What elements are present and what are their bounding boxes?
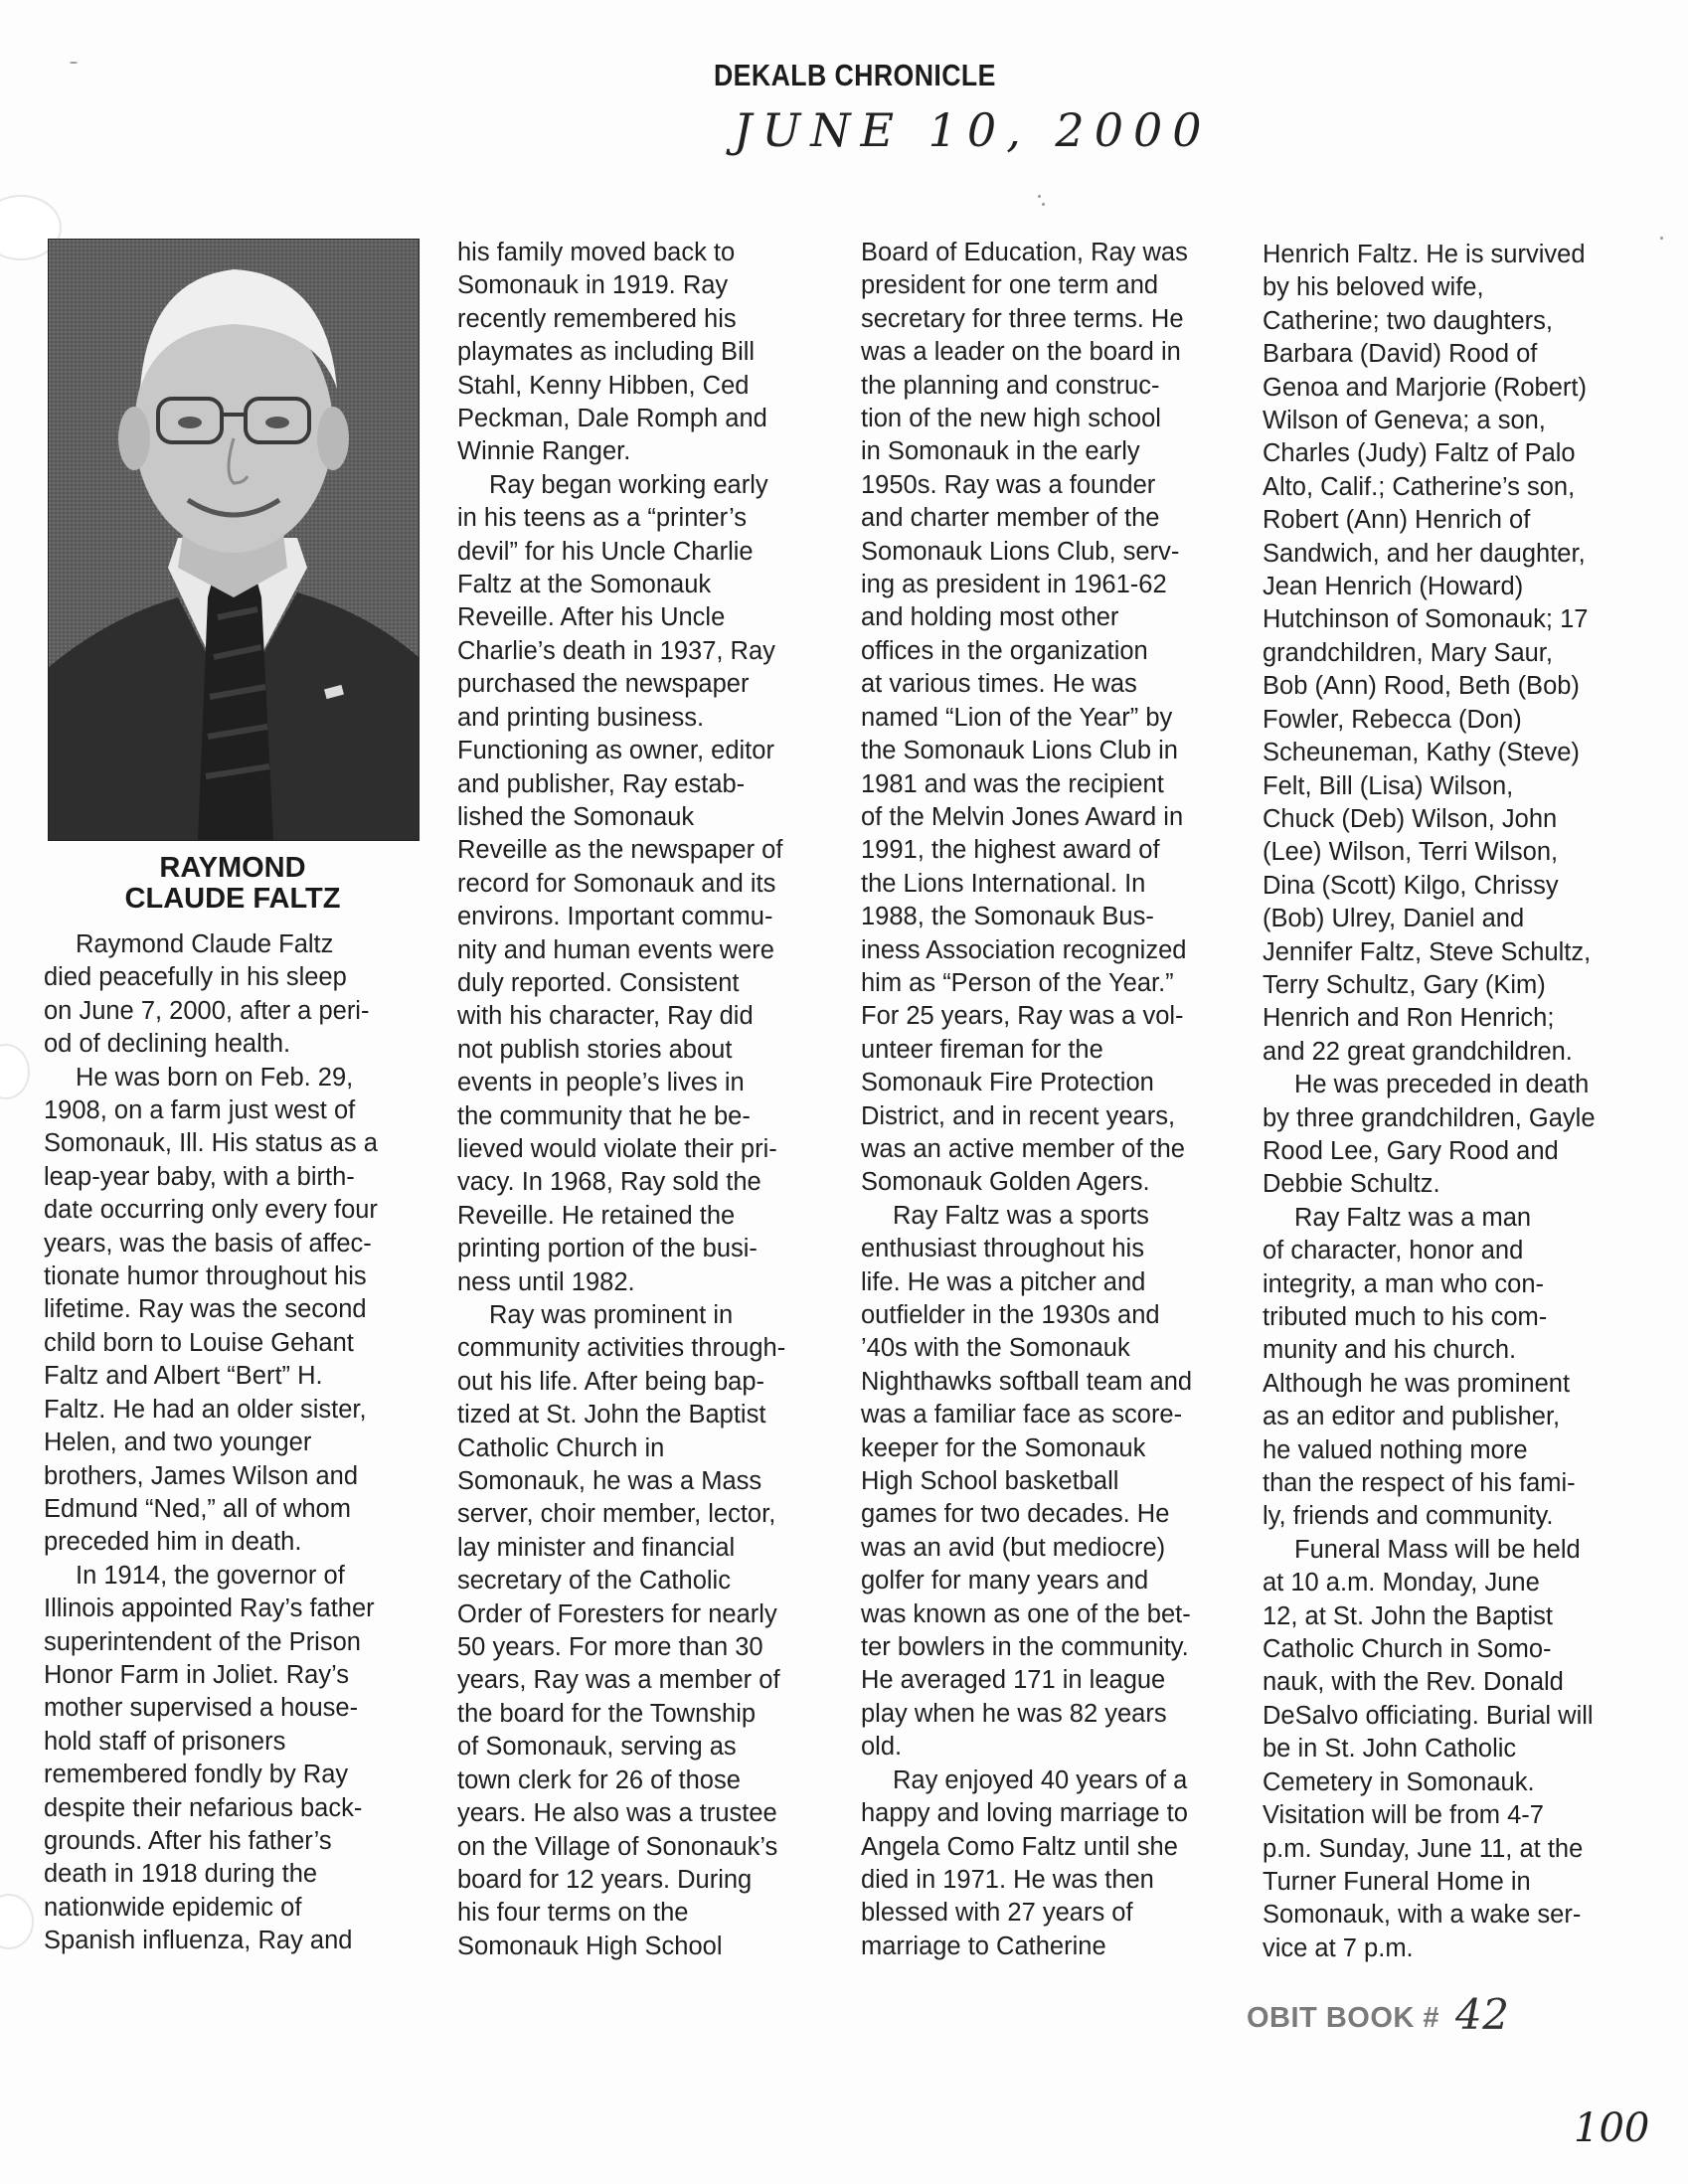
text-line: printing portion of the busi- xyxy=(457,1235,758,1263)
text-line: 1908, on a farm just west of xyxy=(44,1096,356,1125)
text-line: and holding most other xyxy=(861,603,1119,632)
text-line: Functioning as owner, editor xyxy=(457,737,774,765)
text-line: preceded him in death. xyxy=(44,1528,302,1557)
text-line: at various times. He was xyxy=(861,670,1137,699)
text-line: Faltz at the Somonauk xyxy=(457,571,712,599)
obituary-headline xyxy=(48,853,418,915)
text-line: unteer fireman for the xyxy=(861,1035,1103,1064)
text-line: Alto, Calif.; Catherine’s son, xyxy=(1263,472,1576,501)
text-line: Somonauk in 1919. Ray xyxy=(457,271,729,300)
text-line: Somonauk, he was a Mass xyxy=(457,1467,762,1496)
text-line: Barbara (David) Rood of xyxy=(1263,340,1538,369)
text-line: was known as one of the bet- xyxy=(861,1599,1191,1628)
text-line: years, Ray was a member of xyxy=(457,1666,780,1695)
text-line: the board for the Township xyxy=(457,1699,757,1728)
obit-book-label: OBIT BOOK # xyxy=(1247,2002,1440,2034)
text-line: his family moved back to xyxy=(457,239,736,266)
text-line: Rood Lee, Gary Rood and xyxy=(1263,1136,1559,1165)
text-line: Hutchinson of Somonauk; 17 xyxy=(1263,605,1589,634)
text-line: brothers, James Wilson and xyxy=(44,1461,359,1490)
text-line: Bob (Ann) Rood, Beth (Bob) xyxy=(1263,672,1580,701)
text-line: was an active member of the xyxy=(861,1134,1185,1163)
text-line: hold staff of prisoners xyxy=(44,1727,286,1756)
text-line: death in 1918 during the xyxy=(44,1860,318,1889)
text-line: Faltz. He had an older sister, xyxy=(44,1395,367,1424)
text-column-3 xyxy=(861,237,1192,1963)
text-line: named “Lion of the Year” by xyxy=(861,703,1173,732)
text-line: Catholic Church in xyxy=(457,1433,665,1462)
text-line: Somonauk High School xyxy=(457,1932,723,1960)
text-line: with his character, Ray did xyxy=(457,1002,754,1031)
text-line: ness until 1982. xyxy=(457,1267,635,1296)
text-line: marriage to Catherine xyxy=(861,1932,1106,1960)
text-line: Somonauk Golden Agers. xyxy=(861,1168,1150,1197)
text-line: Catholic Church in Somo- xyxy=(1263,1635,1552,1664)
headline-line-1: RAYMOND xyxy=(159,852,306,884)
text-line: 1950s. Ray was a founder xyxy=(861,470,1156,499)
text-line: Winnie Ranger. xyxy=(457,437,631,466)
text-line: lieved would violate their pri- xyxy=(457,1134,777,1163)
text-column-1 xyxy=(44,928,378,1958)
text-line: In 1914, the governor of xyxy=(76,1561,345,1590)
text-line: play when he was 82 years xyxy=(861,1699,1167,1728)
text-line: Charlie’s death in 1937, Ray xyxy=(457,636,775,665)
text-line: Stahl, Kenny Hibben, Ced xyxy=(457,371,750,400)
text-line: happy and loving marriage to xyxy=(861,1799,1188,1828)
text-line: munity and his church. xyxy=(1263,1336,1517,1365)
text-line: Ray was prominent in xyxy=(489,1301,734,1329)
scan-speck xyxy=(70,62,78,64)
text-line: ter bowlers in the community. xyxy=(861,1633,1189,1662)
scan-speck xyxy=(1042,203,1045,206)
text-line: Edmund “Ned,” all of whom xyxy=(44,1494,351,1523)
text-line: town clerk for 26 of those xyxy=(457,1765,741,1794)
text-line: He was born on Feb. 29, xyxy=(76,1063,354,1092)
text-line: duly reported. Consistent xyxy=(457,968,740,997)
text-line: leap-year baby, with a birth- xyxy=(44,1162,355,1191)
text-line: Jennifer Faltz, Steve Schultz, xyxy=(1263,937,1592,966)
text-line: purchased the newspaper xyxy=(457,670,750,699)
text-line: 50 years. For more than 30 xyxy=(457,1633,763,1662)
text-line: He averaged 171 in league xyxy=(861,1666,1166,1695)
text-line: Ray Faltz was a sports xyxy=(893,1201,1149,1230)
text-line: grounds. After his father’s xyxy=(44,1826,332,1855)
text-line: ’40s with the Somonauk xyxy=(861,1334,1130,1363)
text-line: vice at 7 p.m. xyxy=(1263,1933,1414,1962)
text-line: playmates as including Bill xyxy=(457,338,756,367)
text-line: in his teens as a “printer’s xyxy=(457,504,748,533)
text-line: He was preceded in death xyxy=(1294,1071,1590,1099)
text-line: him as “Person of the Year.” xyxy=(861,968,1174,997)
text-line: 1988, the Somonauk Bus- xyxy=(861,903,1154,931)
text-column-4 xyxy=(1263,239,1596,1965)
text-line: Faltz and Albert “Bert” H. xyxy=(44,1362,323,1391)
text-line: Ray began working early xyxy=(489,470,768,499)
text-line: was a leader on the board in xyxy=(861,338,1181,367)
text-line: events in people’s lives in xyxy=(457,1069,745,1097)
text-line: Visitation will be from 4-7 xyxy=(1263,1801,1544,1830)
headline-line-2: CLAUDE FALTZ xyxy=(124,883,341,915)
text-line: environs. Important commu- xyxy=(457,903,773,931)
text-line: was a familiar face as score- xyxy=(861,1401,1183,1429)
text-line: nauk, with the Rev. Donald xyxy=(1263,1668,1564,1697)
text-line: For 25 years, Ray was a vol- xyxy=(861,1002,1184,1031)
text-line: p.m. Sunday, June 11, at the xyxy=(1263,1834,1584,1863)
text-line: Catherine; two daughters, xyxy=(1263,306,1554,335)
text-line: iness Association recognized xyxy=(861,935,1187,964)
portrait-image-icon xyxy=(49,240,419,840)
text-line: DeSalvo officiating. Burial will xyxy=(1263,1701,1594,1730)
text-line: tized at St. John the Baptist xyxy=(457,1401,766,1429)
text-line: and publisher, Ray estab- xyxy=(457,769,746,798)
scan-speck xyxy=(1660,237,1663,240)
text-line: the community that he be- xyxy=(457,1101,751,1130)
text-line: superintendent of the Prison xyxy=(44,1627,361,1656)
punch-hole-mark xyxy=(0,1894,34,1949)
text-line: Felt, Bill (Lisa) Wilson, xyxy=(1263,771,1514,800)
text-line: blessed with 27 years of xyxy=(861,1899,1133,1928)
text-line: years. He also was a trustee xyxy=(457,1799,777,1828)
text-line: grandchildren, Mary Saur, xyxy=(1263,638,1553,667)
text-line: Dina (Scott) Kilgo, Chrissy xyxy=(1263,871,1559,900)
text-line: lay minister and financial xyxy=(457,1533,736,1562)
text-line: tion of the new high school xyxy=(861,405,1161,433)
text-line: and printing business. xyxy=(457,703,705,732)
text-line: of the Melvin Jones Award in xyxy=(861,802,1184,831)
obit-book-number: 42 xyxy=(1455,1990,1510,2039)
text-line: years, was the basis of affec- xyxy=(44,1229,372,1258)
text-line: Fowler, Rebecca (Don) xyxy=(1263,705,1522,734)
text-line: secretary of the Catholic xyxy=(457,1567,731,1596)
text-line: at 10 a.m. Monday, June xyxy=(1263,1569,1540,1597)
text-line: recently remembered his xyxy=(457,304,737,333)
text-line: Somonauk Lions Club, serv- xyxy=(861,537,1180,566)
text-line: Scheuneman, Kathy (Steve) xyxy=(1263,739,1580,767)
text-line: on June 7, 2000, after a peri- xyxy=(44,996,370,1025)
text-line: Angela Como Faltz until she xyxy=(861,1832,1178,1861)
text-line: and 22 great grandchildren. xyxy=(1263,1037,1573,1066)
text-line: ly, friends and community. xyxy=(1263,1502,1554,1531)
obit-book-stamp xyxy=(1247,1988,1509,2037)
text-line: president for one term and xyxy=(861,271,1159,300)
text-line: died peacefully in his sleep xyxy=(44,963,347,992)
text-line: Board of Education, Ray was xyxy=(861,239,1188,266)
text-line: than the respect of his fami- xyxy=(1263,1469,1576,1498)
text-line: Reveille. After his Uncle xyxy=(457,603,726,632)
text-line: Helen, and two younger xyxy=(44,1428,312,1457)
text-line: child born to Louise Gehant xyxy=(44,1328,354,1357)
text-line: od of declining health. xyxy=(44,1030,291,1059)
text-line: Reveille. He retained the xyxy=(457,1201,736,1230)
text-line: Genoa and Marjorie (Robert) xyxy=(1263,373,1587,402)
text-line: he valued nothing more xyxy=(1263,1435,1528,1464)
text-line: board for 12 years. During xyxy=(457,1865,753,1894)
text-line: Somonauk, with a wake ser- xyxy=(1263,1901,1582,1930)
text-line: 12, at St. John the Baptist xyxy=(1263,1601,1554,1630)
text-line: tionate humor throughout his xyxy=(44,1262,367,1291)
text-line: Sandwich, and her daughter, xyxy=(1263,539,1586,568)
text-line: Ray enjoyed 40 years of a xyxy=(893,1765,1188,1794)
text-line: not publish stories about xyxy=(457,1035,733,1064)
text-line: of character, honor and xyxy=(1263,1237,1524,1265)
punch-hole-mark xyxy=(0,1044,30,1099)
text-line: Peckman, Dale Romph and xyxy=(457,405,767,433)
text-line: Wilson of Geneva; a son, xyxy=(1263,407,1546,435)
text-line: was an avid (but mediocre) xyxy=(861,1533,1166,1562)
text-line: Honor Farm in Joliet. Ray’s xyxy=(44,1660,350,1689)
text-line: Robert (Ann) Henrich of xyxy=(1263,506,1531,535)
text-line: community activities through- xyxy=(457,1334,786,1363)
text-line: by his beloved wife, xyxy=(1263,273,1484,302)
text-line: and charter member of the xyxy=(861,504,1160,533)
scan-speck xyxy=(1038,195,1041,198)
text-line: 1991, the highest award of xyxy=(861,836,1160,865)
text-line: nationwide epidemic of xyxy=(44,1893,302,1922)
text-line: Order of Foresters for nearly xyxy=(457,1599,777,1628)
text-line: his four terms on the xyxy=(457,1899,689,1928)
text-line: as an editor and publisher, xyxy=(1263,1403,1561,1431)
text-line: Spanish influenza, Ray and xyxy=(44,1927,353,1955)
text-line: in Somonauk in the early xyxy=(861,437,1140,466)
text-line: despite their nefarious back- xyxy=(44,1793,363,1822)
text-line: outfielder in the 1930s and xyxy=(861,1301,1160,1329)
text-line: tributed much to his com- xyxy=(1263,1303,1548,1331)
text-line: enthusiast throughout his xyxy=(861,1235,1144,1263)
text-line: District, and in recent years, xyxy=(861,1101,1176,1130)
text-line: date occurring only every four xyxy=(44,1196,378,1225)
text-line: offices in the organization xyxy=(861,636,1148,665)
portrait-photo xyxy=(48,239,420,841)
publication-name: DEKALB CHRONICLE xyxy=(714,58,996,92)
text-line: Cemetery in Somonauk. xyxy=(1263,1767,1535,1796)
text-line: Terry Schultz, Gary (Kim) xyxy=(1263,970,1546,999)
text-line: Ray Faltz was a man xyxy=(1294,1203,1532,1232)
text-line: Henrich and Ron Henrich; xyxy=(1263,1004,1555,1033)
text-line: integrity, a man who con- xyxy=(1263,1269,1544,1298)
text-line: Although he was prominent xyxy=(1263,1369,1571,1398)
text-line: mother supervised a house- xyxy=(44,1694,359,1723)
text-line: record for Somonauk and its xyxy=(457,869,776,898)
text-line: Raymond Claude Faltz xyxy=(76,930,334,958)
text-line: Chuck (Deb) Wilson, John xyxy=(1263,804,1558,833)
text-line: life. He was a pitcher and xyxy=(861,1267,1146,1296)
handwritten-page-number: 100 xyxy=(1574,2105,1650,2151)
text-line: Jean Henrich (Howard) xyxy=(1263,573,1524,601)
text-line: vacy. In 1968, Ray sold the xyxy=(457,1168,761,1197)
text-line: Funeral Mass will be held xyxy=(1294,1535,1581,1564)
text-line: keeper for the Somonauk xyxy=(861,1433,1146,1462)
text-line: lifetime. Ray was the second xyxy=(44,1295,367,1324)
text-line: devil” for his Uncle Charlie xyxy=(457,537,754,566)
text-line: 1981 and was the recipient xyxy=(861,769,1164,798)
text-line: Henrich Faltz. He is survived xyxy=(1263,241,1586,268)
text-line: Charles (Judy) Faltz of Palo xyxy=(1263,439,1576,468)
text-line: Turner Funeral Home in xyxy=(1263,1867,1531,1896)
text-line: the Lions International. In xyxy=(861,869,1146,898)
text-line: of Somonauk, serving as xyxy=(457,1733,737,1762)
text-line: Illinois appointed Ray’s father xyxy=(44,1595,375,1623)
text-line: the Somonauk Lions Club in xyxy=(861,737,1178,765)
text-line: nity and human events were xyxy=(457,935,774,964)
text-column-2 xyxy=(457,237,785,1963)
text-line: on the Village of Sononauk’s xyxy=(457,1832,778,1861)
text-line: be in St. John Catholic xyxy=(1263,1735,1517,1764)
text-line: remembered fondly by Ray xyxy=(44,1761,349,1789)
text-line: Debbie Schultz. xyxy=(1263,1170,1440,1199)
text-line: ing as president in 1961-62 xyxy=(861,571,1167,599)
text-line: High School basketball xyxy=(861,1467,1119,1496)
text-line: Nighthawks softball team and xyxy=(861,1367,1193,1396)
text-line: Somonauk Fire Protection xyxy=(861,1069,1154,1097)
text-line: (Lee) Wilson, Terri Wilson, xyxy=(1263,838,1559,867)
text-line: out his life. After being bap- xyxy=(457,1367,765,1396)
text-line: server, choir member, lector, xyxy=(457,1500,776,1529)
handwritten-date: JUNE 10, 2000 xyxy=(734,103,1212,157)
text-line: the planning and construc- xyxy=(861,371,1160,400)
text-line: secretary for three terms. He xyxy=(861,304,1184,333)
text-line: golfer for many years and xyxy=(861,1567,1149,1596)
text-line: by three grandchildren, Gayle xyxy=(1263,1103,1596,1132)
text-line: old. xyxy=(861,1733,903,1762)
text-line: games for two decades. He xyxy=(861,1500,1170,1529)
text-line: (Bob) Ulrey, Daniel and xyxy=(1263,905,1525,933)
text-line: lished the Somonauk xyxy=(457,802,695,831)
text-line: Reveille as the newspaper of xyxy=(457,836,783,865)
text-line: died in 1971. He was then xyxy=(861,1865,1154,1894)
text-line: Somonauk, Ill. His status as a xyxy=(44,1129,378,1158)
